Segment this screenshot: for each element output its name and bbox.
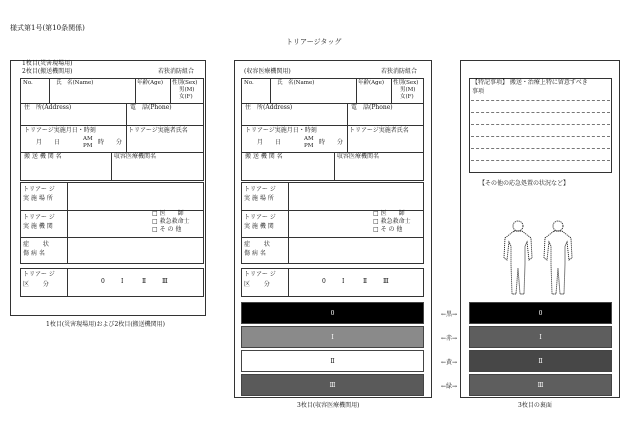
arrow-green: ←緑→ bbox=[440, 383, 458, 390]
card3-male: 男(M) bbox=[400, 87, 416, 93]
card3-org-l1: トリアー ジ bbox=[244, 214, 276, 221]
card3-place-l1: トリアー ジ bbox=[244, 186, 276, 193]
card3-cat-1: Ⅰ bbox=[342, 278, 345, 285]
back-band-2-label: Ⅱ bbox=[538, 357, 543, 365]
card3-triage-datetime: トリアージ実施月日・時刻 bbox=[245, 127, 317, 134]
card1-top-line1: 1枚目(災害現場用) bbox=[22, 60, 73, 67]
card3-triage-person: トリアージ実施者氏名 bbox=[349, 127, 409, 134]
card3-option-emt[interactable]: □ 救急救命士 bbox=[373, 218, 411, 225]
body-diagram-icon bbox=[495, 218, 585, 298]
back-band-black[interactable] bbox=[469, 302, 612, 324]
back-band-1-label: Ⅰ bbox=[539, 333, 542, 341]
card1-address-label: 住 所(Address) bbox=[24, 104, 72, 111]
card1-am: AM bbox=[83, 136, 93, 142]
card3-address-label: 住 所(Address) bbox=[245, 104, 293, 111]
card1-option-emt[interactable]: □ 救急救命士 bbox=[152, 218, 190, 225]
card1-place-l2: 実 施 場 所 bbox=[23, 195, 53, 202]
back-band-red[interactable] bbox=[469, 326, 612, 348]
card3-pm: PM bbox=[304, 143, 314, 149]
arrow-black: ←黒→ bbox=[440, 311, 458, 318]
card3-band-black[interactable] bbox=[241, 302, 424, 324]
card1-category-l2: 区 分 bbox=[23, 281, 49, 288]
card3-category-l1: トリアー ジ bbox=[244, 271, 276, 278]
back-band-green[interactable] bbox=[469, 374, 612, 396]
card1-symptom-l2: 傷 病 名 bbox=[23, 250, 45, 257]
card3-cat-3: Ⅲ bbox=[383, 278, 389, 285]
card1-month-day: 月 日 bbox=[36, 139, 61, 146]
back-band-yellow[interactable] bbox=[469, 350, 612, 372]
card3-transport-org: 搬 送 機 関 名 bbox=[245, 153, 283, 160]
card1-triage-datetime: トリアージ実施月日・時刻 bbox=[24, 127, 96, 134]
card3-cat-2: Ⅱ bbox=[363, 278, 368, 285]
card1-option-other[interactable]: □ そ の 他 bbox=[152, 226, 182, 233]
card3-cat-0: 0 bbox=[322, 278, 326, 285]
card3-org-l2: 実 施 機 関 bbox=[244, 223, 274, 230]
card3-band-3-label: Ⅲ bbox=[329, 381, 336, 389]
back-caption: 3枚目の裏面 bbox=[518, 402, 552, 409]
card1-triage-person: トリアージ実施者氏名 bbox=[128, 127, 188, 134]
card1-org-l1: トリアー ジ bbox=[23, 214, 55, 221]
back-band-0-label: 0 bbox=[538, 309, 543, 317]
card1-category-l1: トリアー ジ bbox=[23, 271, 55, 278]
card1-pm: PM bbox=[83, 143, 93, 149]
card1-phone-label: 電 話(Phone) bbox=[130, 104, 172, 111]
card3-band-1-label: Ⅰ bbox=[331, 333, 334, 341]
card1-transport-org: 搬 送 機 関 名 bbox=[24, 153, 62, 160]
back-notes-box bbox=[469, 78, 612, 173]
card1-symptom-l1: 症 状 bbox=[23, 241, 49, 248]
card1-org-l2: 実 施 機 関 bbox=[23, 223, 53, 230]
card1-cat-0: 0 bbox=[101, 278, 105, 285]
card3-phone-label: 電 話(Phone) bbox=[351, 104, 393, 111]
card3-place-l2: 実 施 場 所 bbox=[244, 195, 274, 202]
card3-category-l2: 区 分 bbox=[244, 281, 270, 288]
card1-option-doctor[interactable]: □ 医 師 bbox=[152, 210, 184, 217]
card1-name-label: 氏 名(Name) bbox=[56, 80, 94, 86]
card3-option-doctor[interactable]: □ 医 師 bbox=[373, 210, 405, 217]
card3-sex-label: 性別(Sex) bbox=[393, 80, 419, 86]
card1-age-label: 年齢(Age) bbox=[137, 80, 164, 86]
back-emergency-label: 【その他の応急処置の状況など】 bbox=[479, 180, 570, 187]
back-special-notes-2: 事項 bbox=[472, 88, 485, 95]
card1-caption: 1枚目(災害現場用)および2枚目(搬送機関用) bbox=[46, 321, 165, 328]
card3-month-day: 月 日 bbox=[257, 139, 282, 146]
card1-sex-label: 性別(Sex) bbox=[172, 80, 198, 86]
card3-symptom-l2: 傷 病 名 bbox=[244, 250, 266, 257]
card1-female: 女(F) bbox=[179, 94, 193, 100]
card3-band-green[interactable] bbox=[241, 374, 424, 396]
card1-org: 若狭消防組合 bbox=[158, 68, 195, 75]
page-title: トリアージタッグ bbox=[286, 38, 342, 46]
card3-name-label: 氏 名(Name) bbox=[277, 80, 315, 86]
card3-band-yellow[interactable] bbox=[241, 350, 424, 372]
card3-hospital: 収容医療機関名 bbox=[337, 153, 380, 160]
card3-top-line: (収容医療機関用) bbox=[244, 68, 291, 75]
card1-hour-min: 時 分 bbox=[98, 139, 123, 146]
arrow-yellow: ←黄→ bbox=[440, 359, 458, 366]
card3-female: 女(F) bbox=[400, 94, 414, 100]
card1-cat-1: Ⅰ bbox=[121, 278, 124, 285]
card3-caption: 3枚目(収容医療機関用) bbox=[297, 402, 360, 409]
card3-age-label: 年齢(Age) bbox=[358, 80, 385, 86]
card3-org: 若狭消防組合 bbox=[381, 68, 418, 75]
card3-no-label: No. bbox=[244, 80, 254, 86]
card1-hospital: 収容医療機関名 bbox=[114, 153, 157, 160]
card3-hour-min: 時 分 bbox=[319, 139, 344, 146]
back-special-notes: 【特記事項】 搬送・治療上特に留意すべき bbox=[472, 79, 588, 86]
card1-place-l1: トリアー ジ bbox=[23, 186, 55, 193]
card3-am: AM bbox=[304, 136, 314, 142]
card3-band-2-label: Ⅱ bbox=[330, 357, 335, 365]
card1-top-line2: 2枚目(搬送機関用) bbox=[22, 68, 73, 75]
arrow-red: ←赤→ bbox=[440, 335, 458, 342]
card3-option-other[interactable]: □ そ の 他 bbox=[373, 226, 403, 233]
card1-no-label: No. bbox=[23, 80, 33, 86]
back-band-3-label: Ⅲ bbox=[537, 381, 544, 389]
card1-cat-2: Ⅱ bbox=[142, 278, 147, 285]
card3-symptom-l1: 症 状 bbox=[244, 241, 270, 248]
card1-male: 男(M) bbox=[179, 87, 195, 93]
form-number: 様式第1号(第10条関係) bbox=[10, 24, 85, 32]
card1-cat-3: Ⅲ bbox=[162, 278, 168, 285]
card3-band-0-label: 0 bbox=[330, 309, 335, 317]
card3-band-red[interactable] bbox=[241, 326, 424, 348]
